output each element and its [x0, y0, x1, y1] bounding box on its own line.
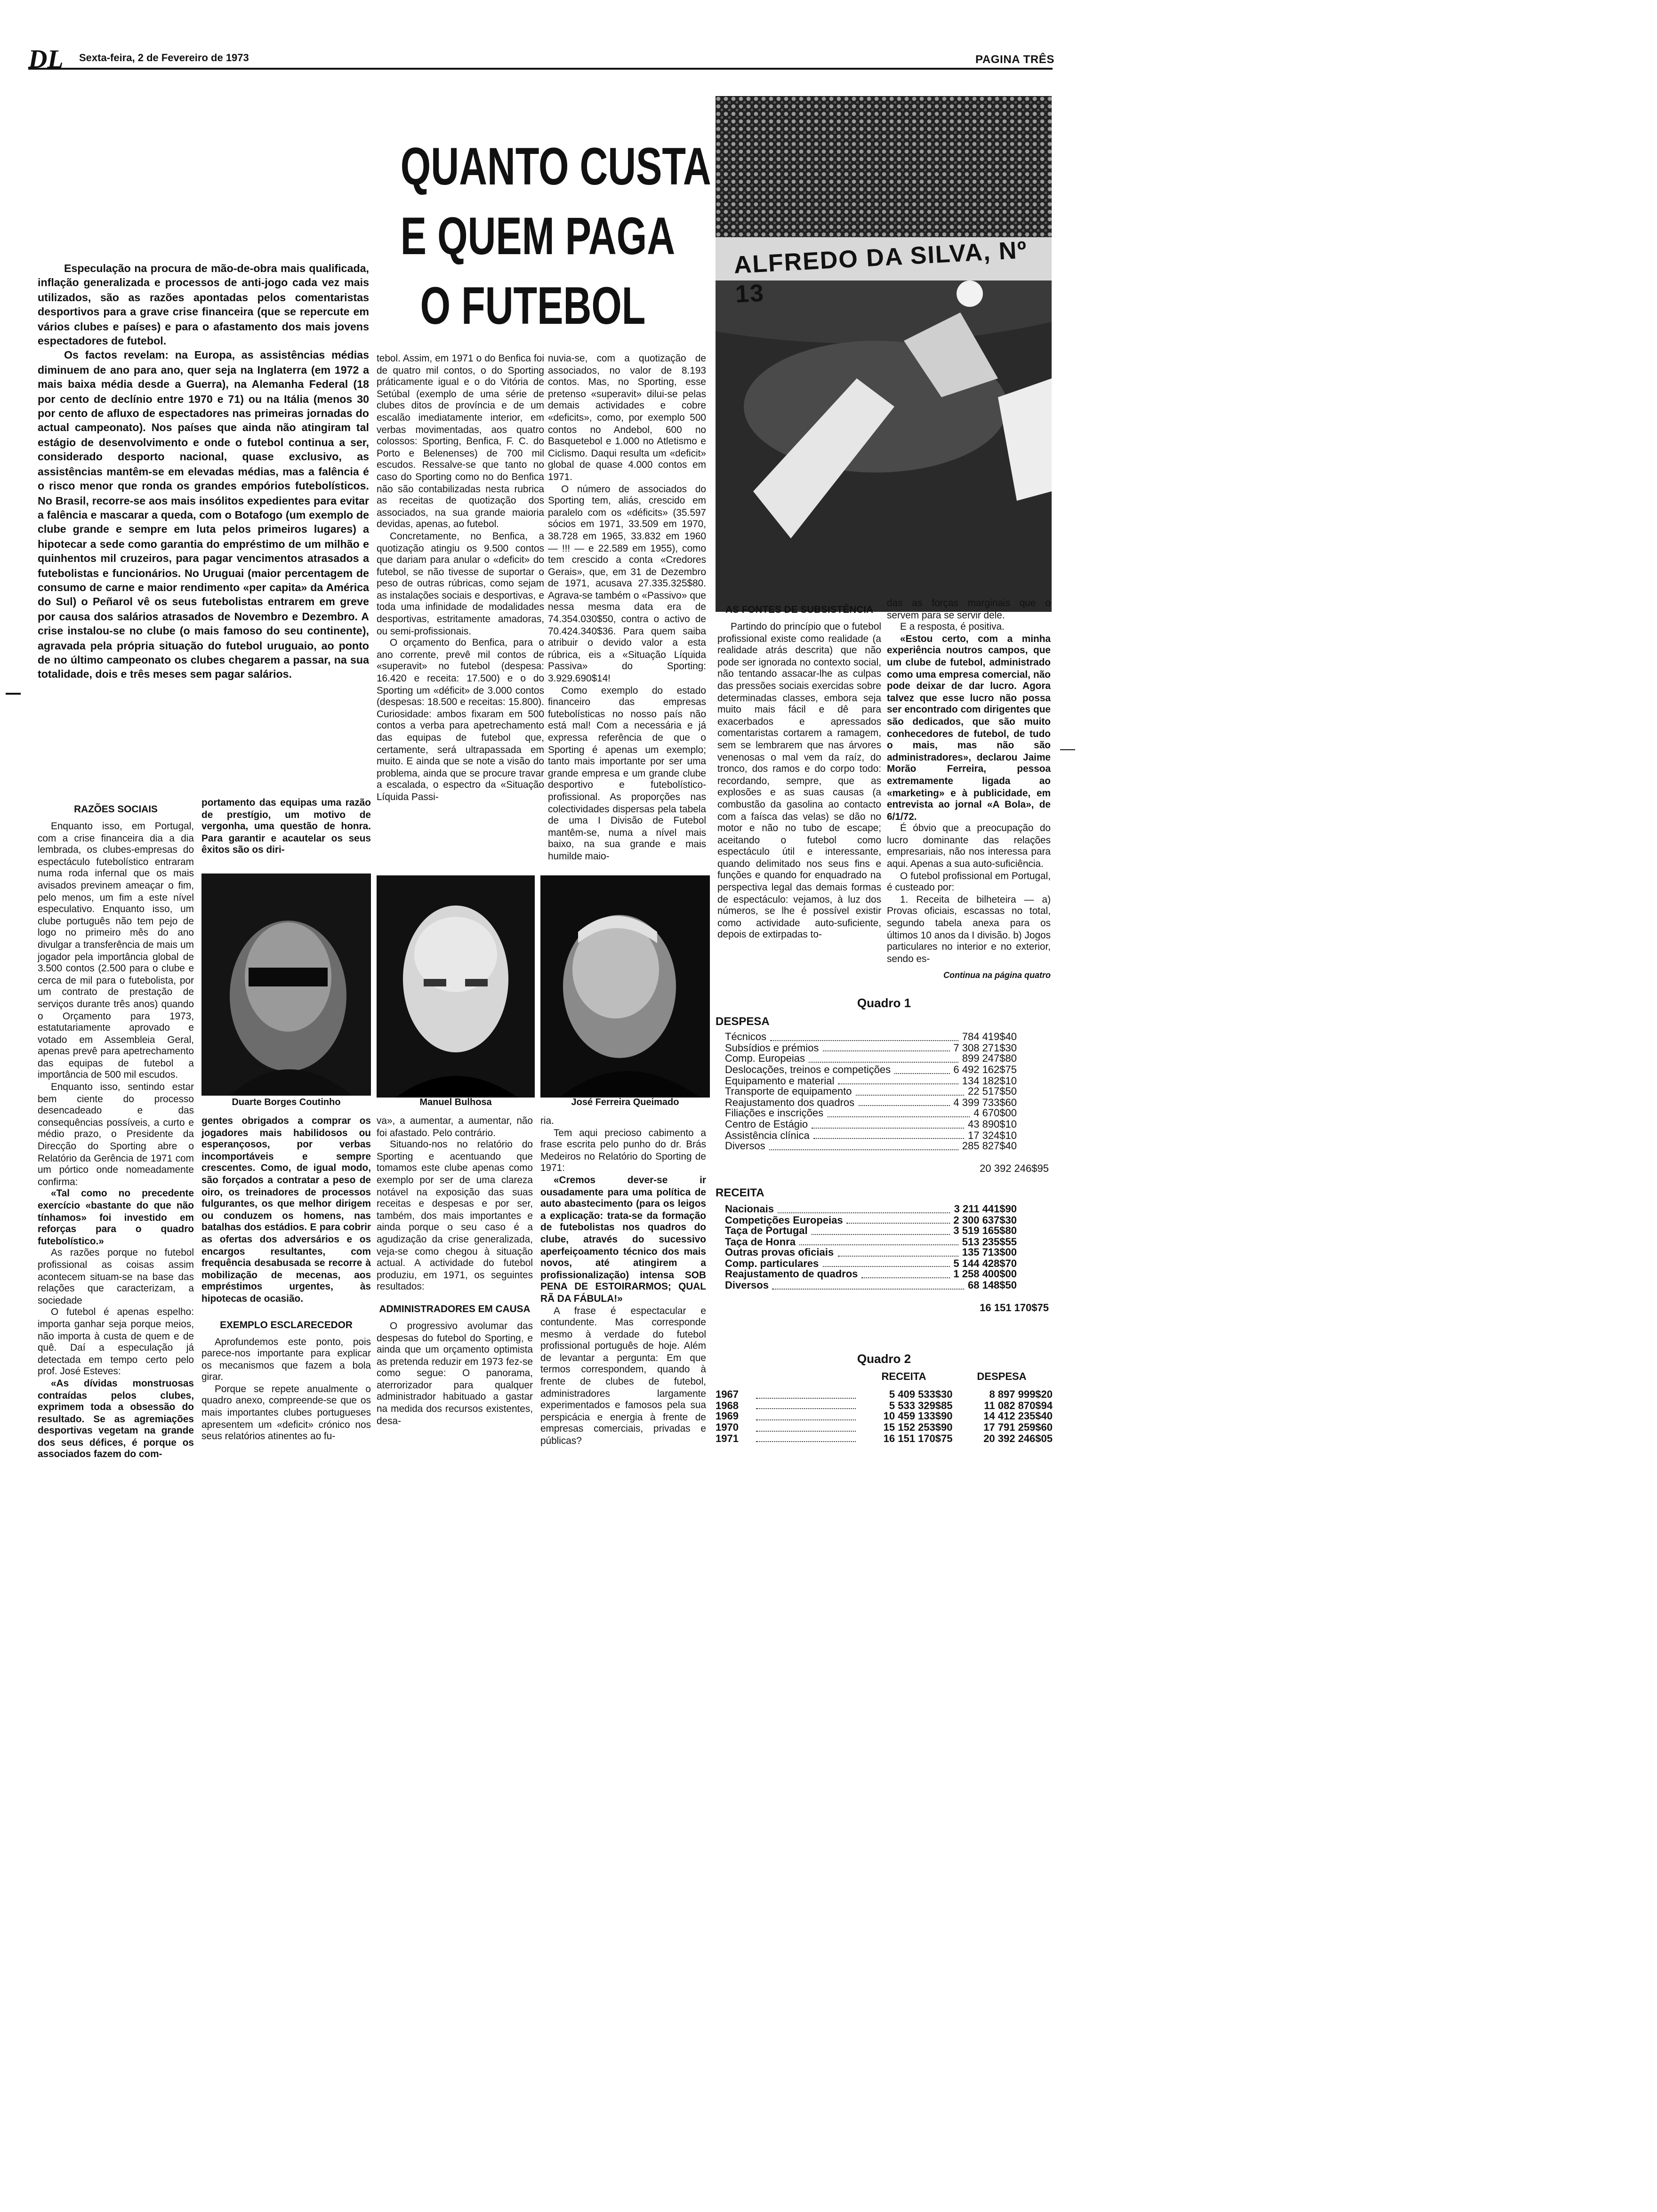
column-b-bottom — [201, 1116, 371, 1444]
table-row: Subsídios e prémios 7 308 271$30 — [725, 1042, 1017, 1054]
portrait-queimado — [540, 875, 710, 1098]
table-title: Quadro 1 — [857, 996, 911, 1010]
table-row: Filiações e inscrições 4 670$00 — [725, 1108, 1017, 1120]
paragraph: das as forças marginais que o servem para se servir dele. — [887, 599, 1051, 621]
despesa-list — [716, 1033, 1017, 1153]
table-row: Comp. particulares 5 144 428$70 — [725, 1258, 1017, 1270]
paragraph: A frase é espectacular e contundente. Mas corresponde mesmo à verdade do futebol profissional português de hoje. Além de levantar a pergunta: Em que termos correspondem, quando à frente de clubes de futebol, administradores largamente experimentados e famosos pela sua perspicácia e energia à frente de empresas comerciais, privadas e públicas? — [540, 1306, 706, 1447]
table-row: Diversos 68 148$50 — [725, 1280, 1017, 1292]
paragraph: Aprofundemos este ponto, pois parece-nos importante para explicar os mecanismos que fazem a bola girar. — [201, 1337, 371, 1383]
table-row: Nacionais 3 211 441$90 — [725, 1203, 1017, 1215]
table-header: RECEITA DESPESA — [881, 1371, 1027, 1383]
paragraph: Situando-nos no relatório do Sporting e acentuando que tomamos este clube apenas como exemplo por ser de uma clareza notável na exposição das suas receitas e despesas e por ser, também, dos mais importantes e ainda porque o seu caso é a agudização da crise generalizada, veja-se como chegou à situação actual. A actividade do futebol produziu, em 1971, os seguintes resultados: — [377, 1140, 533, 1293]
section-heading: RAZÕES SOCIAIS — [74, 805, 158, 815]
margin-mark — [1060, 749, 1075, 750]
stadium-illustration — [716, 96, 1052, 612]
headline-line: QUANTO CUSTA — [400, 136, 711, 196]
paragraph: E a resposta, é positiva. — [900, 622, 1005, 633]
paragraph: O orçamento do Benfica, para o ano corrente, prevê mil contos de «superavit» no futebol (despesa: 16.420 e receita: 17.500) e o do Sporting um «déficit» de 3.000 contos (despesas: 18.500 e receitas: 15.800). Curiosidade: ambos fixaram em 500 contos a verba para apetrechamento das equipas de futebol que, certamente, será ultrapassada em muito. E ainda que se note a visão do problema, ainda que se procure travar a escalada, o espectro da «Situação Líquida Passi- — [377, 638, 544, 803]
continued-note: Continua na página quatro — [943, 970, 1051, 980]
stadium-photo — [716, 96, 1052, 612]
paragraph: O futebol profissional em Portugal, é custeado por: — [887, 871, 1051, 894]
paragraph: Como exemplo do estado financeiro das empresas futebolísticas no nosso país não está mal! Com a necessária e já expressa referência de que o Sporting é apenas um exemplo; tanto mais importante por ser uma grande empresa e um grande clube desportivo e futebolístico-profissional. As proporções nas colectividades dispersas pela tabela de uma I Divisão de Futebol mantêm-se, numa a nível mais baixo, na sua grande e mais humilde maio- — [548, 686, 706, 862]
newspaper-logo: DL — [28, 45, 64, 74]
headline-line: E QUEM PAGA — [400, 206, 676, 265]
table-row: Deslocações, treinos e competições 6 492 162$75 — [725, 1064, 1017, 1076]
table-body — [716, 1390, 1053, 1445]
portrait-caption: Manuel Bulhosa — [419, 1098, 492, 1108]
paragraph: tebol. Assim, em 1971 o do Benfica foi de quatro mil contos, o do Sporting práticamente igual e o do Vitória de Setúbal (exemplo de uma série de clubes ditos de província e de um escalão imediatamente interior, em verbas movimentadas, aos quatro colossos: Sporting, Benfica, F. C. do Porto e Belenenses) de 700 mil escudos. Ressalve-se que tanto no caso do Sporting como no do Benfica não são contabilizadas nesta rubrica as receitas de quotização dos associados, na sua grande maioria devidas, apenas, ao futebol. — [377, 354, 544, 530]
paragraph: O número de associados do Sporting tem, aliás, crescido em paralelo com os «déficits» (35.597 sócios em 1971, 33.509 em 1970, 38.728 em 1965, 33.832 em 1960 — !!! — e 22.589 em 1955), como tem crescido a conta «Credores Gerais», que, em 31 de Dezembro de 1971, acusava 27.335.325$80. Agrava-se também o «Passivo» que nessa mesma data era de 74.354.030$50, contra o activo de 70.424.340$36. Para quem saiba atribuir o devido valor a esta rúbrica, eis a «Situação Líquida Passiva» do Sporting: 3.929.690$14! — [548, 484, 706, 685]
paragraph: Enquanto isso, em Portugal, com a crise financeira dia a dia lembrada, os clubes-empresas do espectáculo futebolístico entraram numa roda infernal que os mais avisados previnem ameaçar o fim, pelo menos, um fim a este nível especulativo. Enquanto isso, um clube português não tem pejo de logo no primeiro mês do ano divulgar a transferência de mais um jogador pela importância global de 3.500 contos (2.500 para o clube e cerca de mil para o futebolista, por um contrato de prestação de serviços durante três anos) quando o Orçamento para 1973, estatutariamente aprovado e votado em Assembleia Geral, apenas prevê para apetrechamento das equipas de futebol a importância de 500 mil escudos. — [38, 822, 194, 1081]
column-b-top — [377, 354, 544, 804]
table-row: Assistência clínica 17 324$10 — [725, 1130, 1017, 1142]
quote: «Tal como no precedente exercício «bastante do que não tínhamos» foi investido em reforças para o quadro futebolístico.» — [38, 1189, 194, 1247]
paragraph: 1. Receita de bilheteira — a) Provas oficiais, escassas no total, segundo tabela anexa para os últimos 10 anos da I divisão. b) Jogos particulares no interior e no exterior, sendo es- — [887, 895, 1051, 965]
right-column-1 — [717, 599, 881, 942]
paragraph: va», a aumentar, a aumentar, não foi afastado. Pelo contrário. — [377, 1116, 533, 1139]
table-row: Centro de Estágio 43 890$10 — [725, 1119, 1017, 1130]
table-row: 1970 15 152 253$90 17 791 259$60 — [716, 1422, 1053, 1434]
table-row: 1969 10 459 133$90 14 412 235$40 — [716, 1411, 1053, 1423]
page-label: PAGINA TRÊS — [975, 53, 1054, 66]
lead-text — [38, 262, 369, 682]
paragraph: Concretamente, no Benfica, a quotização atingiu os 9.500 contos que dariam para anular o «deficit» do futebol, se não tivesse de suportar o peso de outras rúbricas, como sejam as instalações sociais e desportivas, e toda uma infinidade de modalidades desportivas, estritamente amadoras, ou semi-profissionais. — [377, 531, 544, 637]
column-c-bottom — [377, 1116, 533, 1428]
table-row: Transporte de equipamento 22 517$50 — [725, 1086, 1017, 1098]
lead-paragraph: Especulação na procura de mão-de-obra mais qualificada, inflação generalizada e processos de anti-jogo cada vez mais utilizados, são as razões apontadas pelos comentaristas desportivos para a grave crise financeira (que se repercute em vários clubes e países) e para o afastamento dos mais jovens espectadores de futebol. — [38, 263, 369, 348]
paragraph: O futebol é apenas espelho: importa ganhar seja porque meios, não importa à custa de quem e de quê. Daí a especulação já detectada em tempo certo pelo prof. José Esteves: — [38, 1307, 194, 1378]
column-d-bottom — [540, 1116, 706, 1448]
table-row: 1971 16 151 170$75 20 392 246$05 — [716, 1433, 1053, 1445]
portrait-bulhosa — [377, 875, 535, 1098]
section-heading: AS FONTES DE SUBSISTÊNCIA — [725, 605, 874, 616]
receita-list — [716, 1205, 1017, 1292]
issue-date: Sexta-feira, 2 de Fevereiro de 1973 — [79, 53, 249, 64]
headline — [400, 132, 711, 341]
table-row: Reajustamento de quadros 1 258 400$00 — [725, 1269, 1017, 1281]
table-row: Taça de Portugal 3 519 165$80 — [725, 1226, 1017, 1237]
portrait-coutinho — [201, 874, 371, 1096]
despesa-total: 20 392 246$95 — [980, 1163, 1049, 1175]
paragraph: Partindo do princípio que o futebol profissional existe como realidade (a realidade atrás descrita) que não pode ser ignorada no contexto social, não tentando assacar-lhe as culpas das pressões sociais exercidas sobre determinadas classes, embora seja muito mais fácil e dê para exacerbados e apressados comentaristas cortarem a ramagem, sem se lembrarem que nas árvores venenosas o mal vem da raíz, do tronco, dos ramos e do corpo todo: recordando, sempre, que as explosões e as suas causas (a combustão da gasolina ao contacto com a faísca das velas) se dão no motor e não no tubo de escape; aceitando o futebol como espectáculo útil e interessante, quando delimitado nos seus fins e funções e quando for enquadrado na perspectiva legal das demais formas de espectáculo: vejamos, à luz dos números, se lhe é possível existir como actividade auto-suficiente, depois de extirpadas to- — [717, 622, 881, 941]
table-row: 1968 5 533 329$85 11 082 870$94 — [716, 1400, 1053, 1412]
table-row: Taça de Honra 513 235$55 — [725, 1236, 1017, 1248]
receita-label: RECEITA — [716, 1186, 764, 1200]
portrait-caption: José Ferreira Queimado — [571, 1098, 679, 1108]
paragraph: Enquanto isso, sentindo estar bem ciente do processo desencadeado e das consequências possíveis, a curto e médio prazo, o Presidente da Direcção do Sporting abre o Relatório da Gerência de 1971 com um pórtico onde nomeadamente confirma: — [38, 1082, 194, 1188]
receita-total: 16 151 170$75 — [980, 1302, 1049, 1314]
table-row: Outras provas oficiais 135 713$00 — [725, 1247, 1017, 1259]
table-row: Técnicos 784 419$40 — [725, 1032, 1017, 1043]
right-column-2 — [887, 599, 1051, 982]
paragraph: Tem aqui precioso cabimento a frase escrita pelo punho do dr. Brás Medeiros no Relatório do Sporting de 1971: — [540, 1128, 706, 1174]
paragraph: É óbvio que a preocupação do lucro dominante das relações empresariais, não nos interessa para aqui. Apenas a sua auto-suficiência. — [887, 824, 1051, 870]
table-row: Equipamento e material 134 182$10 — [725, 1075, 1017, 1087]
section-heading: ADMINISTRADORES EM CAUSA — [379, 1304, 531, 1315]
section-heading: EXEMPLO ESCLARECEDOR — [220, 1320, 353, 1330]
lead-paragraph: Os factos revelam: na Europa, as assistências médias diminuem de ano para ano, quer seja na Inglaterra (em 1972 a mais baixa média desde a Guerra), na Alemanha Federal (18 por cento de declínio entre 1970 e 71) ou na Itália (menos 30 por cento de afluxo de espectadores nas primeiras jornadas do actual campeonato). Nos países que ainda não atingiram tal estágio de desenvolvimento e onde o futebol continua a ser, considerado desporto nacional, quase exclusivo, as assistências mantêm-se em elevadas médias, mas a falência é o risco menor que ronda os grandes empórios futebolísticos. No Brasil, recorre-se aos mais insólitos expedientes para evitar a falência e mascarar a queda, com o Botafogo (um exemplo de clube grande e sempre em luta pelos primeiros lugares) a hipotecar a sede como garantia do empréstimo de um milhão e quinhentos mil cruzeiros, para pagar vencimentos atrasados a futebolistas e funcionários. No Uruguai (maior percentagem de consumo de carne e maior rendimento «per capita» da América do Sul) o Peñarol vê os seus futebolistas entrarem em greve por causa dos salários atrasados de Novembro e Dezembro. A crise instalou-se no clube (o mais famoso do seu continente), agravada pela própria situação do futebol uruguaio, ao ponto de no último campeonato os clubes chegarem a passar, na sua totalidade, dois e três meses sem pagar salários. — [38, 349, 369, 681]
quote: «Estou certo, com a minha experiência noutros campos, que um clube de futebol, administrado como uma empresa comercial, não pode deixar de dar lucro. Agora talvez que esse lucro não possa ser encontrado com dirigentes que são dedicados, que são muito conhecedores de futebol, de tudo o mais, mas não são administradores», declarou Jaime Morão Ferreira, pessoa extremamente ligada ao «marketing» e à publicidade, em entrevista ao jornal «A Bola», de 6/1/72. — [887, 634, 1051, 823]
paragraph: Porque se repete anualmente o quadro anexo, compreende-se que os mais importantes clubes portugueses apresentem um «deficit» crónico nos seus relatórios atinentes ao fu- — [201, 1384, 371, 1443]
quote: «Cremos dever-se ir ousadamente para uma política de auto abastecimento (para os leigos a explicação: trata-se da formação de futebolistas nos quadros do clube, através do sucessivo aperfeiçoamento técnico dos mais novos, até atingirem a profissionalização) intensa SOB PENA DE ESTOIRARMOS; QUAL RÃ DA FÁBULA!» — [540, 1175, 706, 1305]
column-a-bottom — [38, 798, 194, 1462]
column-c-top — [548, 354, 706, 864]
margin-mark — [6, 693, 21, 695]
table-row: Comp. Europeias 899 247$80 — [725, 1053, 1017, 1065]
table-title: Quadro 2 — [857, 1352, 911, 1366]
paragraph: O progressivo avolumar das despesas do futebol do Sporting, e ainda que um orçamento optimista as pretenda reduzir em 1973 fez-se como segue: O panorama, aterrorizador para qualquer administrador habituado a gastar na medida dos recursos existentes, desa- — [377, 1321, 533, 1427]
column-b-mid — [201, 798, 371, 858]
table-row: 1967 5 409 533$30 8 897 999$20 — [716, 1389, 1053, 1401]
quadro-2 — [716, 1354, 1053, 1445]
table-row: Competições Europeias 2 300 637$30 — [725, 1215, 1017, 1226]
stadium-banner: ALFREDO DA SILVA, Nº 13 — [733, 235, 1028, 308]
paragraph: nuvia-se, com a quotização de associados, no valor de 8.193 contos. Mas, no Sporting, esse pretenso «superavit» dilui-se pelas demais actividades e cobre «deficits», como, por exemplo 500 contos no Andebol, 600 no Basquetebol e 1.000 no Atletismo e Ciclismo. Daqui resulta um «deficit» global de quase 4.000 contos em 1971. — [548, 354, 706, 483]
headline-line: O FUTEBOL — [420, 276, 646, 335]
paragraph: gentes obrigados a comprar os jogadores mais habilidosos ou esperançosos, por verbas incomportáveis e sempre crescentes. Como, de igual modo, são forçados a contratar a peso de oiro, os treinadores de processos fulgurantes, os que melhor dirigem ou conduzem os homens, nas batalhas dos estádios. E para cobrir as ofertas dos adversários e os encargos resultantes, com frequência desabusada se recorre à mobilização de mecenas, aos empréstimos urgentes, às hipotecas de ocasião. — [201, 1116, 371, 1305]
quadro-1 — [716, 998, 1053, 1314]
paragraph: ria. — [540, 1116, 554, 1127]
despesa-label: DESPESA — [716, 1014, 770, 1028]
portrait-caption: Duarte Borges Coutinho — [232, 1098, 341, 1108]
table-row: Diversos 285 827$40 — [725, 1141, 1017, 1153]
table-row: Reajustamento dos quadros 4 399 733$60 — [725, 1097, 1017, 1109]
quote: «As dívidas monstruosas contraídas pelos clubes, exprimem toda a obsessão do resultado. Se as agremiações desportivas vegetam na grande dos seus défices, é porque os associados fazem do com- — [38, 1378, 194, 1460]
paragraph: As razões porque no futebol profissional as coisas assim acontecem situam-se na base das relações que caracterizam, a sociedade — [38, 1248, 194, 1306]
paragraph: portamento das equipas uma razão de prestígio, um motivo de vergonha, uma questão de honra. Para garantir e acautelar os seus êxitos são os diri- — [201, 798, 371, 856]
